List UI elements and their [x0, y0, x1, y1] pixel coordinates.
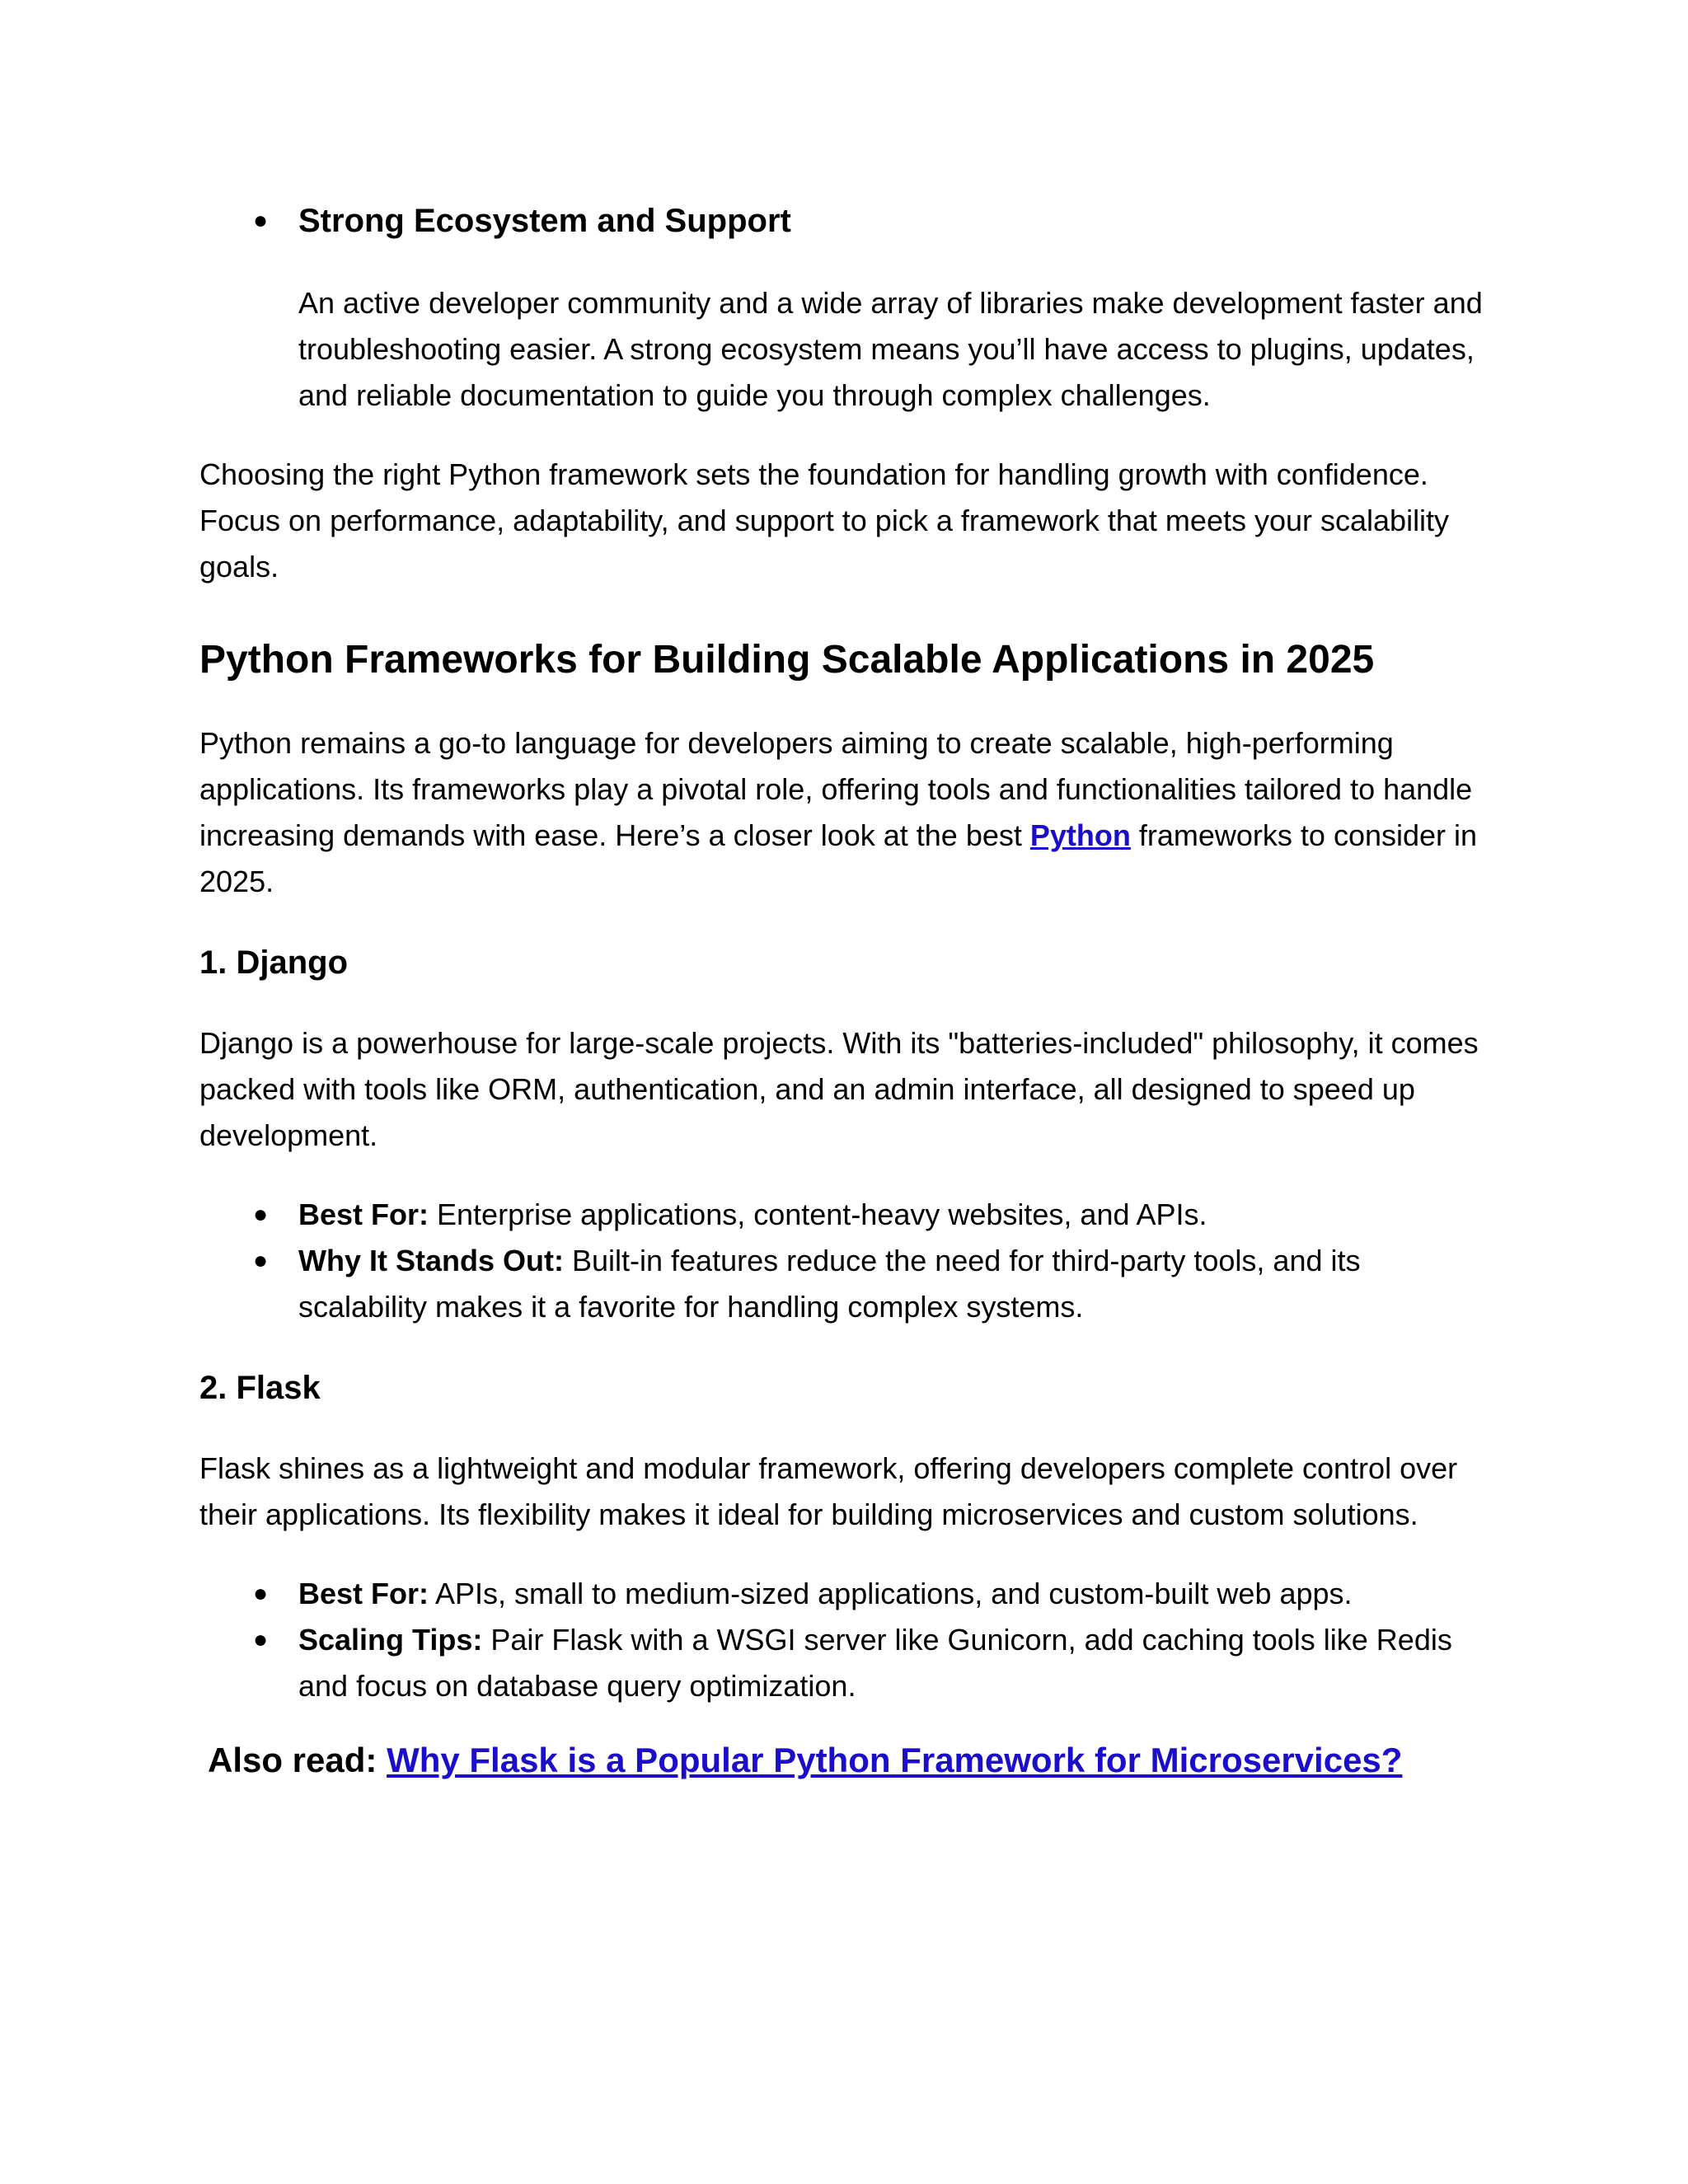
- bullet-text: Pair Flask with a WSGI server like Gunicorn, add caching tools like Redis and focus on database query optimization.: [298, 1623, 1452, 1703]
- bullet-icon: ●: [253, 1201, 269, 1228]
- bullet-text: Enterprise applications, content-heavy websites, and APIs.: [429, 1197, 1207, 1231]
- bullet-text: Built-in features reduce the need for third-party tools, and its scalability makes it a favorite for handling complex systems.: [298, 1244, 1361, 1324]
- closing-paragraph: Choosing the right Python framework sets the foundation for handling growth with confidence. Focus on performance, adaptability, and support to pick a framework that meets your scalability goals.: [199, 457, 1450, 583]
- bullet-label: Best For:: [298, 1197, 429, 1231]
- django-bullet-list: [199, 1192, 1493, 1330]
- list-item: [199, 1571, 1493, 1617]
- document-content: [199, 190, 1493, 1787]
- bullet-label: Why It Stands Out:: [298, 1244, 564, 1277]
- list-item: [199, 1238, 1493, 1330]
- also-read-label: Also read:: [208, 1741, 387, 1779]
- flask-heading: 2. Flask: [199, 1370, 321, 1406]
- also-read: [199, 1734, 1493, 1787]
- also-read-link[interactable]: Why Flask is a Popular Python Framework for Microservices?: [387, 1741, 1403, 1779]
- bullet-text: APIs, small to medium-sized applications, and custom-built web apps.: [429, 1577, 1353, 1610]
- django-body: Django is a powerhouse for large-scale projects. With its "batteries-included" philosophy, it comes packed with tools like ORM, authentication, and an admin interface, all designed to speed up development.: [199, 1026, 1479, 1152]
- section-title: Python Frameworks for Building Scalable Applications in 2025: [199, 638, 1375, 682]
- bullet-label: Scaling Tips:: [298, 1623, 483, 1657]
- intro-text-after: frameworks to consider in 2025.: [199, 818, 1478, 898]
- bullet-icon: ●: [253, 1247, 269, 1274]
- django-heading: 1. Django: [199, 944, 349, 981]
- section-intro: [199, 720, 1493, 905]
- ecosystem-bullet: [199, 198, 1493, 244]
- bullet-icon: ●: [253, 1626, 269, 1653]
- list-item: [199, 1617, 1493, 1709]
- bullet-icon: ●: [253, 1580, 269, 1607]
- flask-bullet-list: [199, 1571, 1493, 1709]
- ecosystem-heading: Strong Ecosystem and Support: [298, 203, 791, 239]
- python-link[interactable]: Python: [1029, 818, 1131, 852]
- intro-text-before: Python remains a go-to language for developers aiming to create scalable, high-performing applications. Its frameworks play a pivotal role, offering tools and functionalities tailored to handle increasing demands with ease. Here’s a closer look at the best: [199, 726, 1473, 852]
- bullet-icon: ●: [253, 207, 269, 234]
- list-item: [199, 1192, 1493, 1238]
- ecosystem-body: An active developer community and a wide array of libraries make development faster and troubleshooting easier. A strong ecosystem means you’ll have access to plugins, updates, and reliable documentation to guide you through complex challenges.: [298, 286, 1483, 412]
- bullet-label: Best For:: [298, 1577, 429, 1610]
- flask-body: Flask shines as a lightweight and modular framework, offering developers complete control over their applications. Its flexibility makes it ideal for building microservices and custom solutions.: [199, 1451, 1458, 1531]
